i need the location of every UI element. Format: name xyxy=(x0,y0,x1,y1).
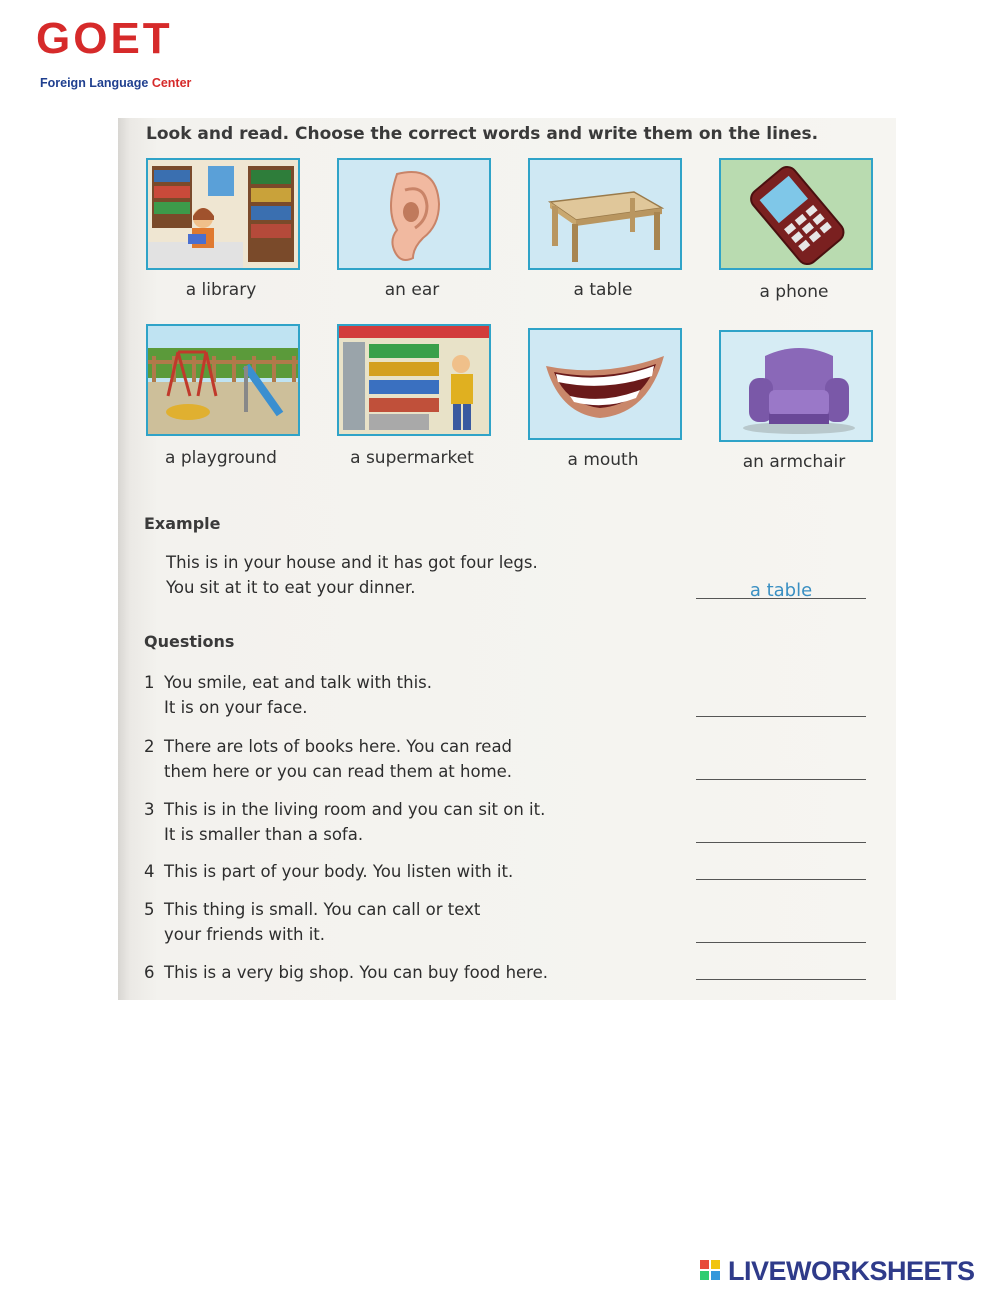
example-answer-line xyxy=(696,598,866,599)
caption-table: a table xyxy=(573,280,633,300)
caption-armchair: an armchair xyxy=(742,452,846,472)
answer-line-1[interactable] xyxy=(696,716,866,717)
logo-square-icon xyxy=(711,1271,720,1280)
question-4: 4 This is part of your body. You listen with it. xyxy=(144,862,514,881)
liveworksheets-brand: LIVEWORKSHEETS xyxy=(728,1256,975,1286)
answer-line-4[interactable] xyxy=(696,879,866,880)
logo-square-icon xyxy=(700,1260,709,1269)
answer-line-5[interactable] xyxy=(696,942,866,943)
question-3: 3 This is in the living room and you can sit on it. It is smaller than a sofa. xyxy=(144,800,546,844)
example-text: This is in your house and it has got four legs. You sit at it to eat your dinner. xyxy=(166,553,538,597)
question-2: 2 There are lots of books here. You can read them here or you can read them at home. xyxy=(144,737,513,781)
phone-picture xyxy=(719,158,873,270)
example-heading: Example xyxy=(144,514,221,533)
supermarket-picture xyxy=(337,324,491,436)
example-answer: a table xyxy=(749,580,813,601)
logo-subtitle: Foreign Language Center xyxy=(40,76,192,90)
caption-mouth: a mouth xyxy=(567,450,639,470)
library-picture xyxy=(146,158,300,270)
question-5: 5 This thing is small. You can call or text your friends with it. xyxy=(144,900,481,944)
caption-ear: an ear xyxy=(384,280,440,300)
goet-logo xyxy=(36,14,216,94)
questions-heading: Questions xyxy=(144,632,235,651)
answer-line-3[interactable] xyxy=(696,842,866,843)
worksheet xyxy=(118,118,896,1000)
instruction: Look and read. Choose the correct words and write them on the lines. xyxy=(146,124,819,144)
question-6: 6 This is a very big shop. You can buy food here. xyxy=(144,963,548,982)
logo-word: GOET xyxy=(36,14,173,63)
caption-library: a library xyxy=(185,280,257,300)
caption-phone: a phone xyxy=(759,282,829,302)
logo-square-icon xyxy=(711,1260,720,1269)
ear-picture xyxy=(337,158,491,270)
answer-line-6[interactable] xyxy=(696,979,866,980)
liveworksheets-logo xyxy=(698,1254,998,1288)
armchair-picture xyxy=(719,330,873,442)
table-picture xyxy=(528,158,682,270)
caption-supermarket: a supermarket xyxy=(350,448,474,468)
question-1: 1 You smile, eat and talk with this. It is on your face. xyxy=(144,673,432,717)
playground-picture xyxy=(146,324,300,436)
answer-line-2[interactable] xyxy=(696,779,866,780)
mouth-picture xyxy=(528,328,682,440)
logo-square-icon xyxy=(700,1271,709,1280)
caption-playground: a playground xyxy=(165,448,277,468)
